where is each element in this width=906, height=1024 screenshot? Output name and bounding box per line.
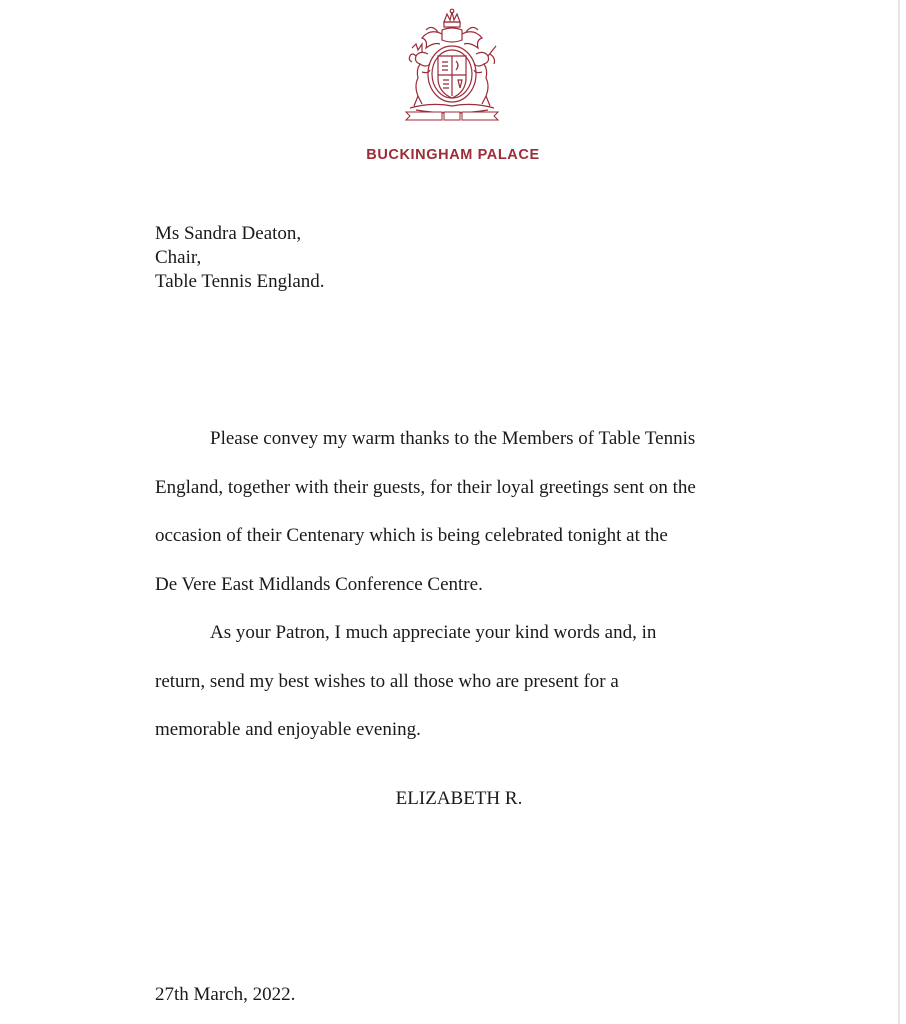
body-line: return, send my best wishes to all those who are present for a <box>155 670 619 692</box>
royal-coat-of-arms-icon <box>392 8 512 126</box>
paragraph-1 <box>155 415 795 609</box>
letterhead-title: BUCKINGHAM PALACE <box>366 147 540 163</box>
body-line: As your Patron, I much appreciate your kind words and, in <box>210 622 657 643</box>
signature-block <box>0 788 906 810</box>
body-line: England, together with their guests, for their loyal greetings sent on the <box>155 476 696 498</box>
body-line: occasion of their Centenary which is being celebrated tonight at the <box>155 525 668 546</box>
recipient-name: Ms Sandra Deaton, <box>155 223 302 244</box>
recipient-organisation: Table Tennis England. <box>155 271 325 292</box>
letter-date: 27th March, 2022. <box>155 984 296 1005</box>
recipient-position: Chair, <box>155 247 202 268</box>
letter-body <box>155 415 795 755</box>
body-line: Please convey my warm thanks to the Members of Table Tennis <box>210 428 696 449</box>
body-line: memorable and enjoyable evening. <box>155 719 421 740</box>
paragraph-2 <box>155 609 795 755</box>
signature: ELIZABETH R. <box>395 788 523 809</box>
recipient-address <box>155 222 325 294</box>
body-line: De Vere East Midlands Conference Centre. <box>155 573 483 595</box>
